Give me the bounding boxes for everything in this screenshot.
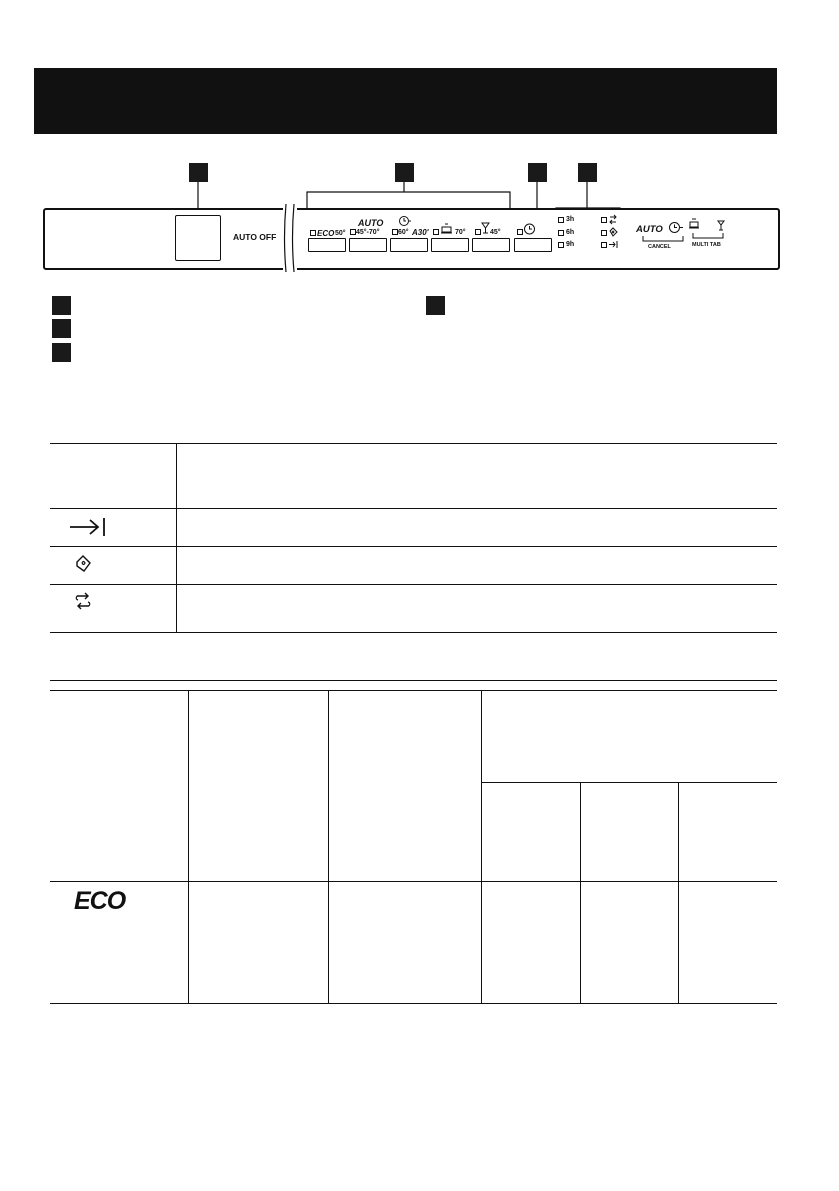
panel-break: [283, 204, 297, 272]
rinse-icon: [608, 227, 618, 237]
auto-temp-label: 45°-70°: [356, 229, 380, 236]
a30-clock-icon: [398, 215, 412, 227]
delay-3h-label: 3h: [566, 216, 575, 223]
multitab-label: MULTI TAB: [692, 242, 721, 248]
multitab-dish-icon: [688, 217, 700, 230]
table2-divider: [580, 782, 581, 1003]
table1-top-rule: [50, 443, 777, 444]
led-end: [601, 242, 607, 248]
a30-brand-label: A30': [412, 228, 429, 237]
led-salt: [601, 217, 607, 223]
program-button-glass[interactable]: [472, 238, 510, 252]
salt-refill-icon: [74, 591, 92, 613]
led-intensive: [433, 229, 439, 235]
table2-divider: [188, 690, 189, 1003]
table1-bottom-rule: [50, 632, 777, 633]
auto-off-label: AUTO OFF: [233, 232, 277, 242]
salt-icon: [608, 214, 618, 225]
delay-button[interactable]: [514, 238, 552, 252]
eco-program-logo: ECO: [74, 887, 126, 915]
glass-temp-label: 45°: [490, 229, 501, 236]
delay-clock-icon: [523, 222, 537, 235]
glass-icon: [481, 222, 490, 235]
table1-divider: [176, 443, 177, 632]
delay-6h-label: 6h: [566, 229, 575, 236]
multitab-glass-icon: [717, 220, 725, 232]
auto-cancel-label: AUTO: [636, 224, 663, 235]
eco-temp-label: 50°: [335, 230, 346, 237]
led-9h: [558, 242, 564, 248]
table2-divider: [481, 690, 482, 1003]
multitab-bracket: [692, 233, 724, 241]
program-button-intensive[interactable]: [431, 238, 469, 252]
table2-body-rule: [50, 881, 777, 882]
led-3h: [558, 217, 564, 223]
eco-brand-label: ECO: [317, 229, 335, 238]
led-eco50: [310, 230, 316, 236]
table1-rule: [50, 546, 777, 547]
table2-subheader-rule: [482, 782, 777, 783]
legend-square-3: [52, 343, 71, 362]
table2-header-rule: [50, 690, 777, 691]
table2-top-rule: [50, 680, 777, 681]
table2-divider: [678, 782, 679, 1003]
table1-rule: [50, 584, 777, 585]
program-button-a30[interactable]: [390, 238, 428, 252]
table2-bottom-rule: [50, 1003, 777, 1004]
delay-9h-label: 9h: [566, 241, 575, 248]
legend-square-2: [52, 319, 71, 338]
a30-temp-label: 60°: [398, 229, 409, 236]
program-button-eco[interactable]: [308, 238, 346, 252]
auto-cancel-clock-icon: [668, 221, 684, 234]
intensive-temp-label: 70°: [455, 229, 466, 236]
end-of-program-icon: [68, 516, 108, 538]
cancel-label: CANCEL: [648, 244, 671, 250]
legend-square-4: [426, 296, 445, 315]
on-off-button[interactable]: [175, 215, 221, 261]
program-button-auto[interactable]: [349, 238, 387, 252]
table2-divider: [328, 690, 329, 1003]
auto-top-label: AUTO: [358, 218, 384, 228]
pot-icon: [440, 222, 453, 234]
end-icon: [608, 240, 618, 249]
led-6h: [558, 230, 564, 236]
legend-square-1: [52, 296, 71, 315]
table1-rule: [50, 508, 777, 509]
cancel-bracket: [642, 236, 684, 244]
rinse-aid-icon: [74, 554, 92, 574]
led-rinse: [601, 230, 607, 236]
